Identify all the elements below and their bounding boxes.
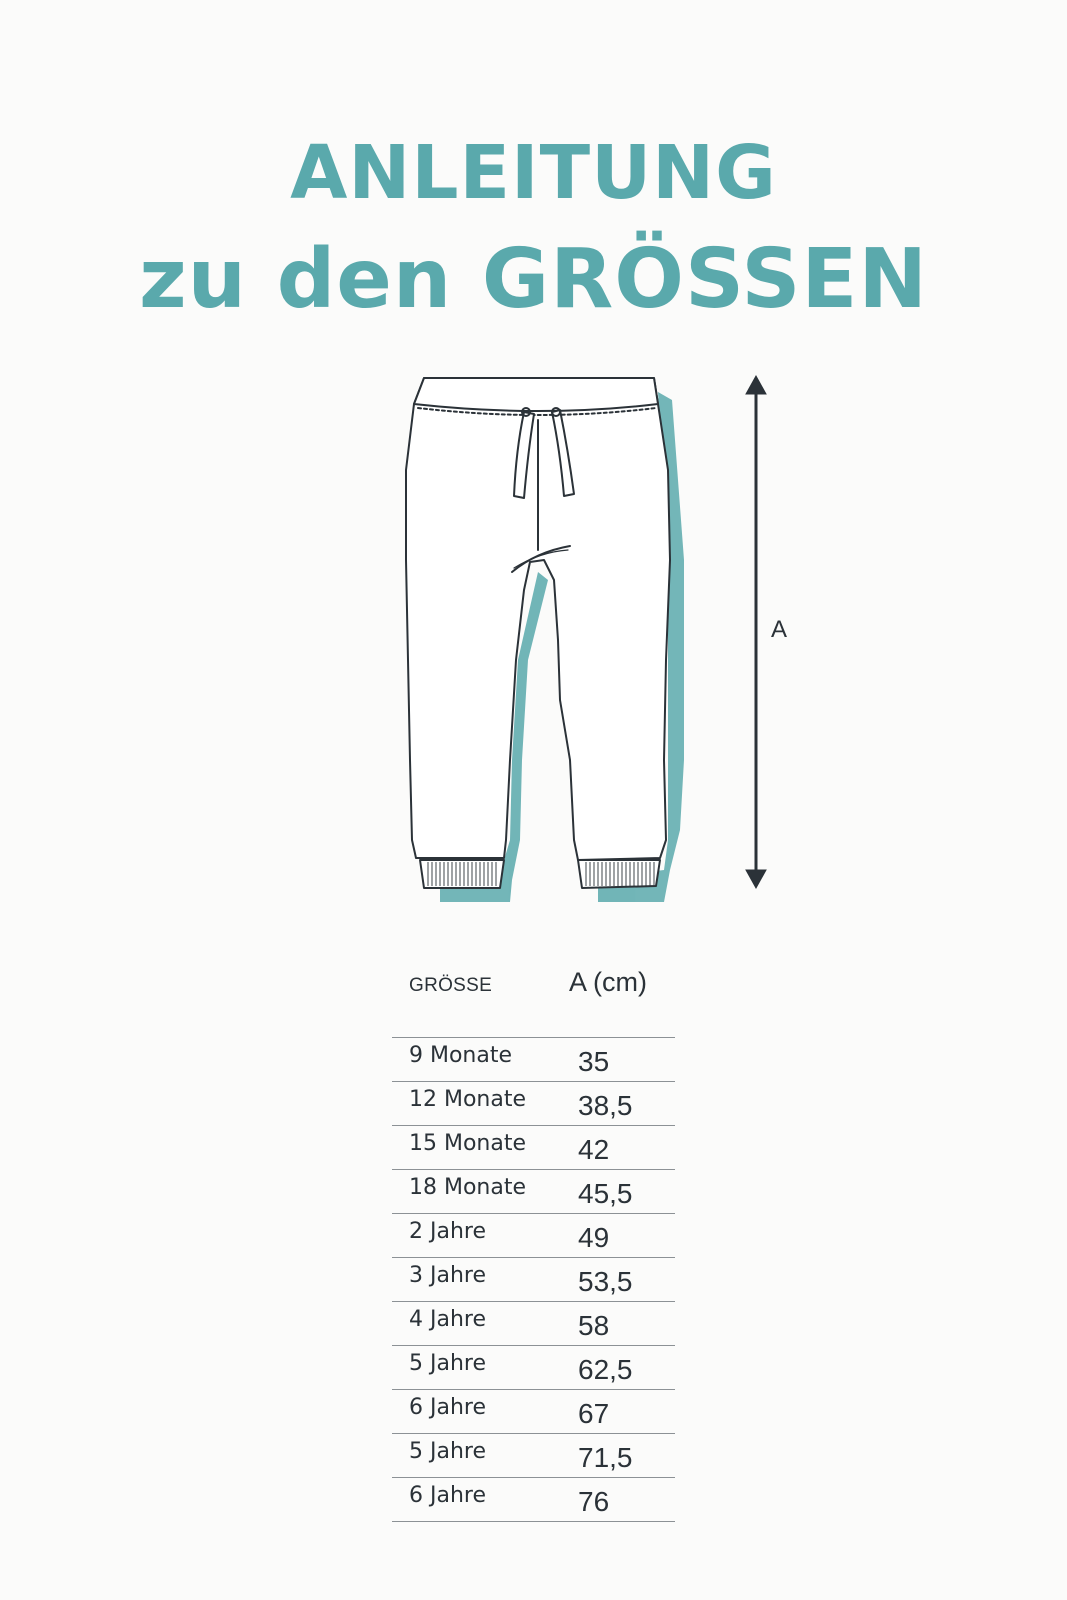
size-cell: 12 Monate (409, 1087, 527, 1112)
size-cell: 5 Jahre (409, 1351, 486, 1376)
size-cell: 9 Monate (409, 1043, 513, 1068)
table-row (392, 1477, 675, 1522)
a-cell: 42 (578, 1134, 610, 1165)
table-row (392, 1125, 675, 1169)
table-row (392, 1345, 675, 1389)
page-title: ANLEITUNG (290, 130, 777, 216)
table-row (392, 1389, 675, 1433)
size-cell: 6 Jahre (409, 1395, 486, 1420)
a-cell: 58 (578, 1310, 610, 1341)
a-cell: 35 (578, 1046, 610, 1077)
table-row (392, 1213, 675, 1257)
header-a: A (cm) (569, 967, 647, 997)
a-cell: 76 (578, 1486, 610, 1517)
pants-outline (406, 378, 670, 888)
a-cell: 49 (578, 1222, 610, 1253)
table-row (392, 1433, 675, 1477)
table-row (392, 1301, 675, 1345)
a-cell: 71,5 (578, 1442, 633, 1473)
size-cell: 6 Jahre (409, 1483, 486, 1508)
size-table (392, 965, 675, 1522)
table-row (392, 1257, 675, 1301)
page-subtitle: zu den GRÖSSEN (138, 232, 929, 327)
table-header (392, 965, 675, 1037)
table-row (392, 1169, 675, 1213)
header-size: GRÖSSE (409, 975, 493, 996)
dimension-arrow (746, 376, 766, 888)
a-cell: 45,5 (578, 1178, 633, 1209)
a-cell: 62,5 (578, 1354, 633, 1385)
size-cell: 15 Monate (409, 1131, 527, 1156)
size-cell: 18 Monate (409, 1175, 527, 1200)
a-cell: 67 (578, 1398, 610, 1429)
size-cell: 4 Jahre (409, 1307, 486, 1332)
dimension-label: A (771, 616, 788, 643)
size-cell: 5 Jahre (409, 1439, 486, 1464)
a-cell: 38,5 (578, 1090, 633, 1121)
table-row (392, 1081, 675, 1125)
size-cell: 2 Jahre (409, 1219, 486, 1244)
a-cell: 53,5 (578, 1266, 633, 1297)
size-cell: 3 Jahre (409, 1263, 486, 1288)
table-row (392, 1037, 675, 1081)
